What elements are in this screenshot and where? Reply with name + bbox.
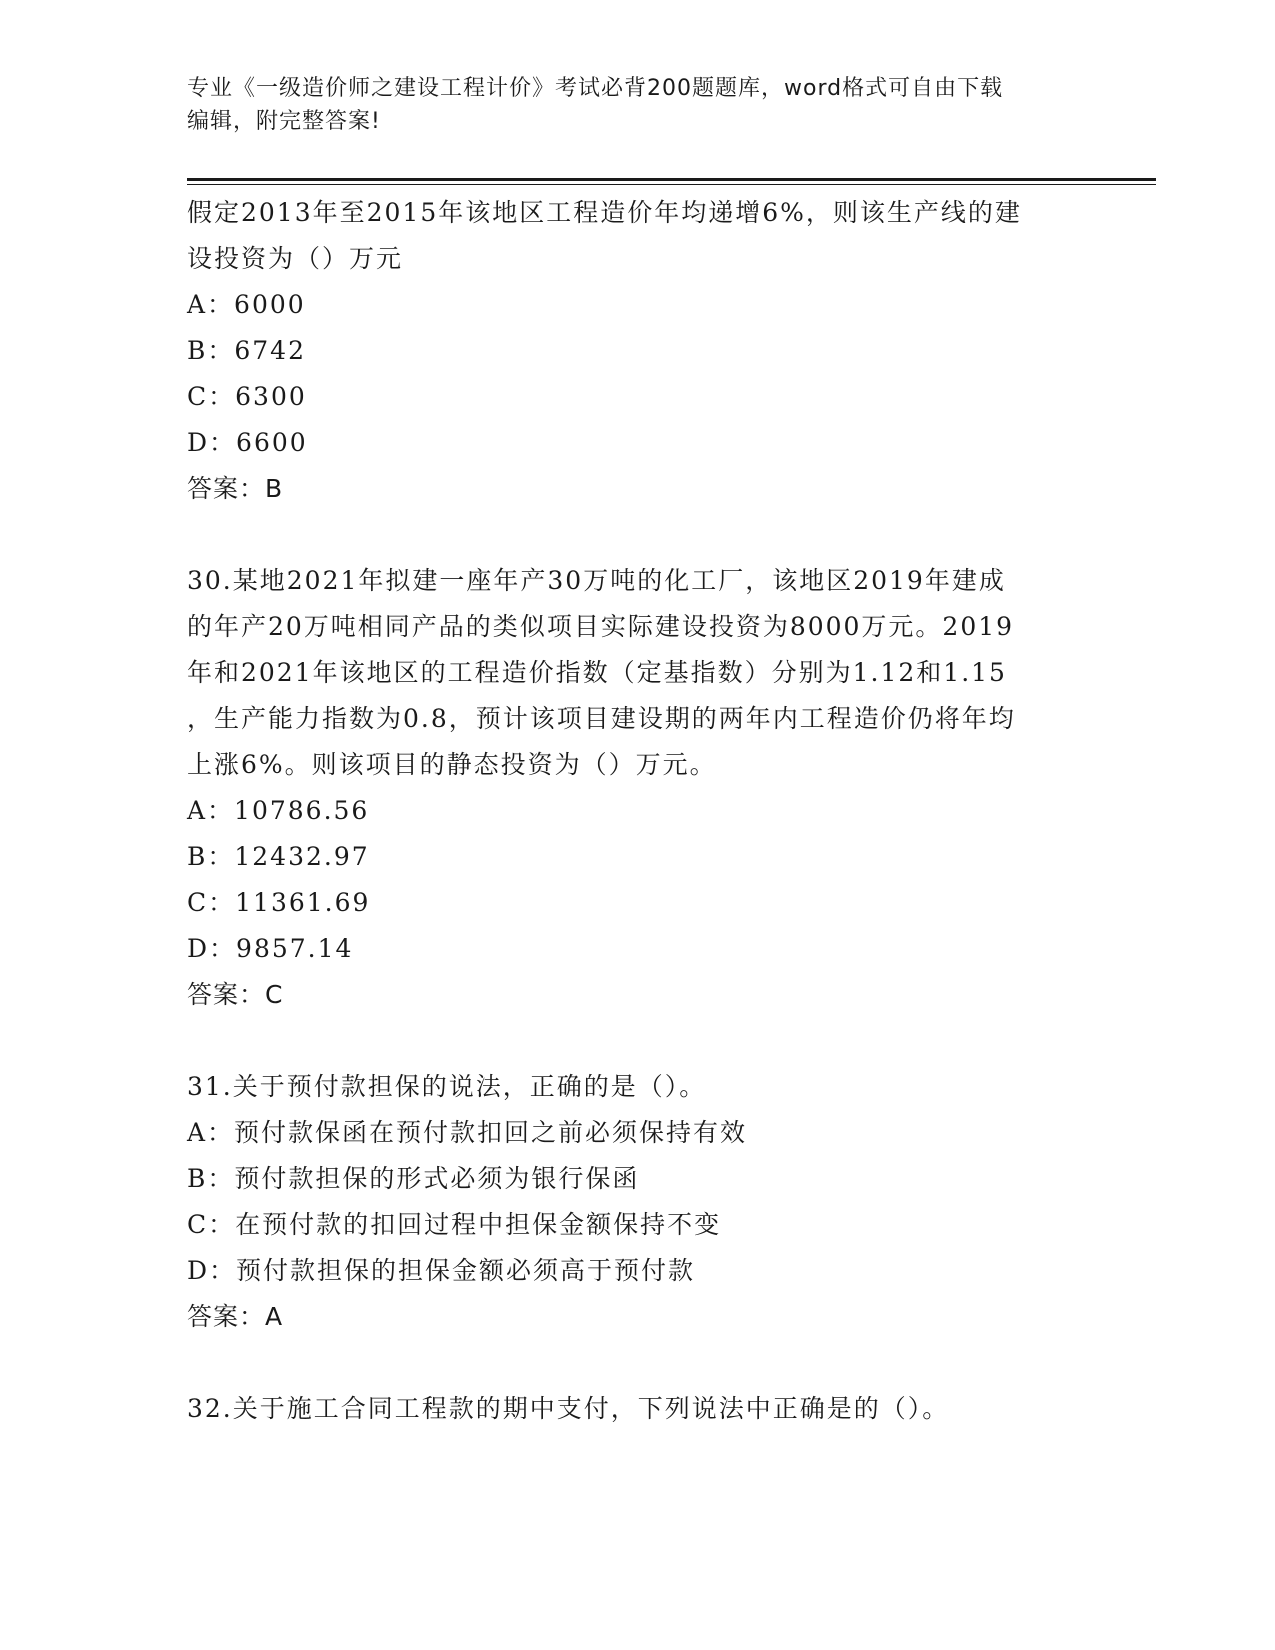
option-c: C：6300 [187,382,307,411]
question-30 [187,558,1087,1018]
answer-label: 答案：B [187,474,284,503]
header-title-line-1: 专业《一级造价师之建设工程计价》考试必背200题题库，word格式可自由下载 [187,76,1004,101]
document-header [187,72,1067,138]
question-29 [187,190,1087,512]
question-31 [187,1064,1087,1340]
answer-label: 答案：C [187,980,284,1009]
header-divider-thin [187,184,1156,185]
question-stem: 上涨6%。则该项目的静态投资为（）万元。 [187,750,717,779]
option-a: A：6000 [187,290,306,319]
question-stem: 32.关于施工合同工程款的期中支付，下列说法中正确是的（）。 [187,1394,950,1423]
spacer [187,1340,1087,1386]
option-b: B：6742 [187,336,306,365]
question-stem: 的年产20万吨相同产品的类似项目实际建设投资为8000万元。2019 [187,612,1015,641]
question-stem: 年和2021年该地区的工程造价指数（定基指数）分别为1.12和1.15 [187,658,1007,687]
option-a: A：10786.56 [187,796,370,825]
option-d: D：6600 [187,428,308,457]
question-stem: 假定2013年至2015年该地区工程造价年均递增6%，则该生产线的建 [187,198,1022,227]
option-c: C：11361.69 [187,888,371,917]
option-a: A：预付款保函在预付款扣回之前必须保持有效 [187,1118,748,1147]
header-title-line-2: 编辑，附完整答案! [187,109,381,134]
option-b: B：12432.97 [187,842,370,871]
header-divider-thick [187,178,1156,181]
document-body [187,190,1087,1432]
question-stem: ，生产能力指数为0.8，预计该项目建设期的两年内工程造价仍将年均 [187,704,1016,733]
option-b: B：预付款担保的形式必须为银行保函 [187,1164,640,1193]
option-d: D：预付款担保的担保金额必须高于预付款 [187,1256,696,1285]
question-stem: 31.关于预付款担保的说法，正确的是（）。 [187,1072,707,1101]
spacer [187,512,1087,558]
option-d: D：9857.14 [187,934,354,963]
answer-label: 答案：A [187,1302,284,1331]
option-c: C：在预付款的扣回过程中担保金额保持不变 [187,1210,722,1239]
question-32 [187,1386,1087,1432]
question-stem: 设投资为（）万元 [187,244,404,273]
question-stem: 30.某地2021年拟建一座年产30万吨的化工厂，该地区2019年建成 [187,566,1006,595]
spacer [187,1018,1087,1064]
